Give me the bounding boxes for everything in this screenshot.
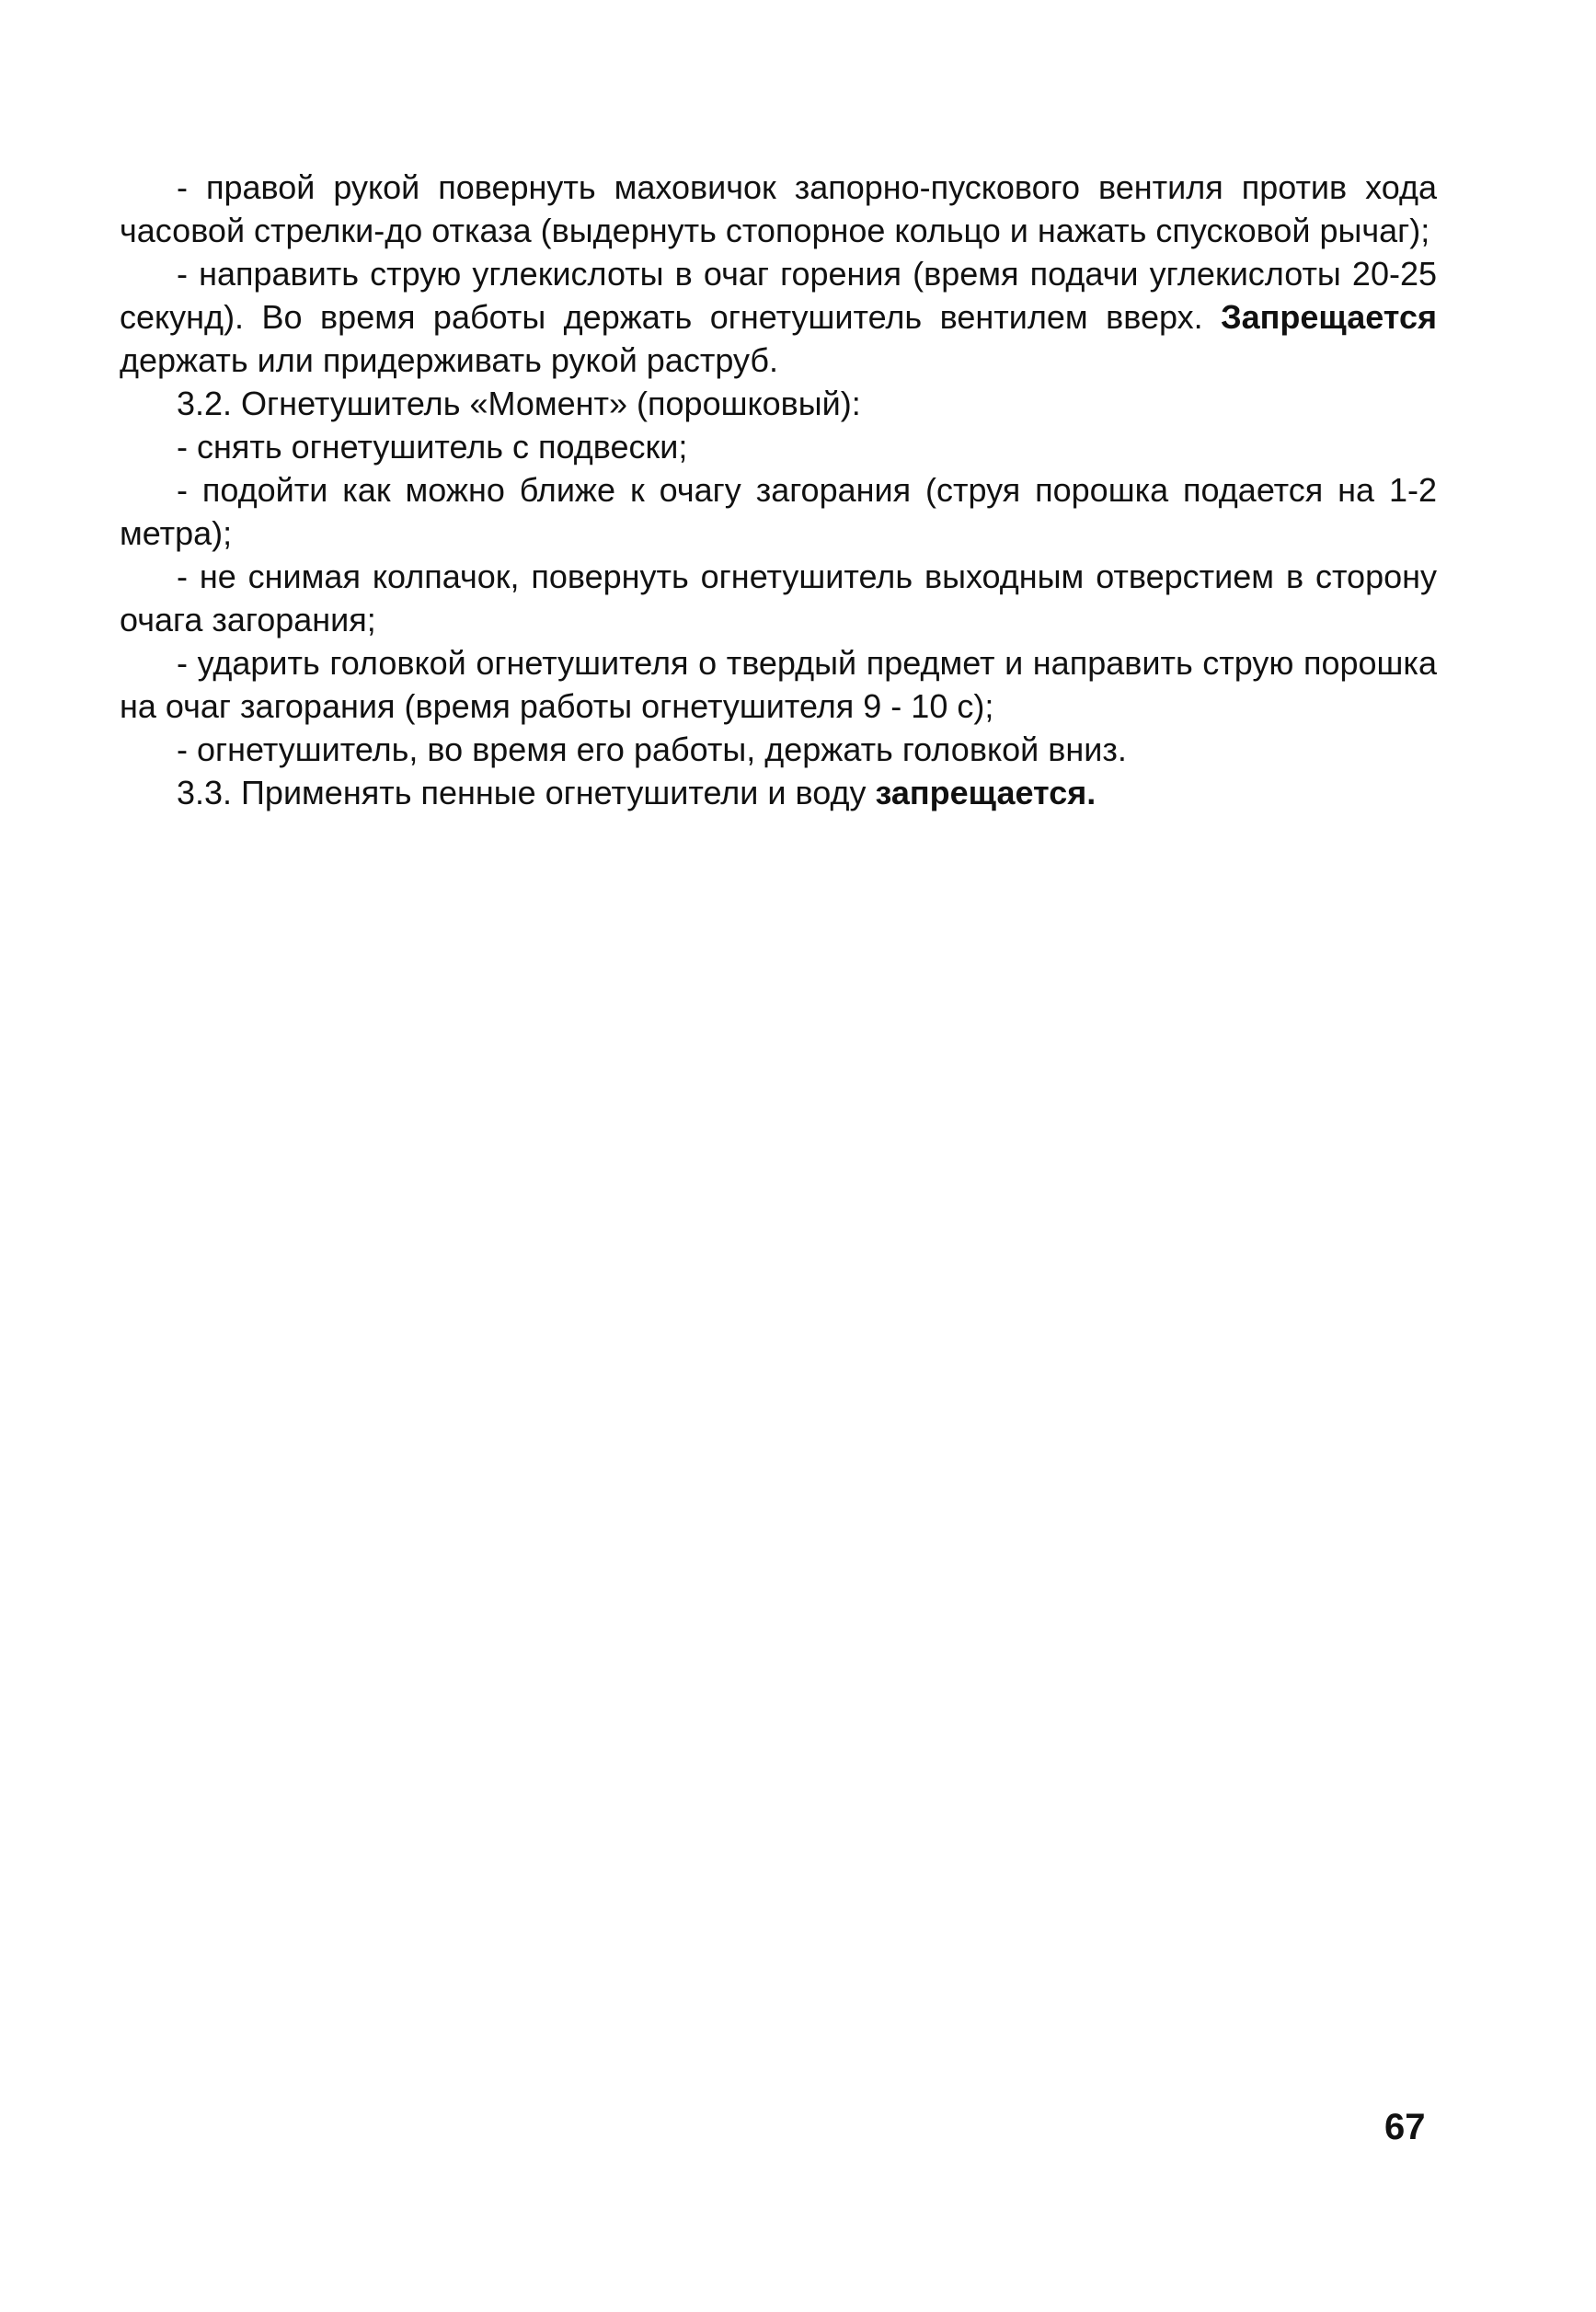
body-text bbox=[120, 166, 1437, 814]
paragraph-strike-head bbox=[120, 641, 1437, 728]
text-segment: - ударить головкой огнетушителя о твердый предмет и направить струю порошка на очаг загорания (время работы огнетушителя 9 - 10 с); bbox=[120, 644, 1437, 725]
text-segment: - снять огнетушитель с подвески; bbox=[177, 428, 688, 466]
paragraph-turn-extinguisher bbox=[120, 555, 1437, 641]
paragraph-valve-instruction bbox=[120, 166, 1437, 252]
paragraph-remove-from-mount bbox=[120, 425, 1437, 468]
section-3-3-prohibition bbox=[120, 771, 1437, 814]
paragraph-approach-fire bbox=[120, 468, 1437, 555]
text-segment: - огнетушитель, во время его работы, держать головкой вниз. bbox=[177, 730, 1127, 768]
bold-warning: запрещается. bbox=[875, 774, 1097, 811]
text-segment: - правой рукой повернуть маховичок запорно-пускового вентиля против хода часовой стрелки-до отказа (выдернуть стопорное кольцо и нажать спусковой рычаг); bbox=[120, 168, 1437, 249]
section-heading-3-2 bbox=[120, 382, 1437, 425]
page-number: 67 bbox=[1384, 2107, 1426, 2147]
paragraph-co2-direction bbox=[120, 252, 1437, 382]
text-segment: 3.3. Применять пенные огнетушители и воду bbox=[177, 774, 876, 811]
text-segment: 3.2. Огнетушитель «Момент» (порошковый): bbox=[177, 385, 861, 422]
text-segment: - подойти как можно ближе к очагу загорания (струя порошка подается на 1-2 метра); bbox=[120, 471, 1437, 552]
text-segment: держать или придерживать рукой раструб. bbox=[120, 341, 778, 379]
text-segment: - направить струю углекислоты в очаг горения (время подачи углекислоты 20-25 секунд). Во время работы держать огнетушитель вентилем вверх. bbox=[120, 255, 1437, 336]
text-segment: - не снимая колпачок, повернуть огнетушитель выходным отверстием в сторону очага загорания; bbox=[120, 558, 1437, 638]
bold-warning: Запрещается bbox=[1221, 298, 1437, 336]
paragraph-hold-head-down bbox=[120, 728, 1437, 771]
